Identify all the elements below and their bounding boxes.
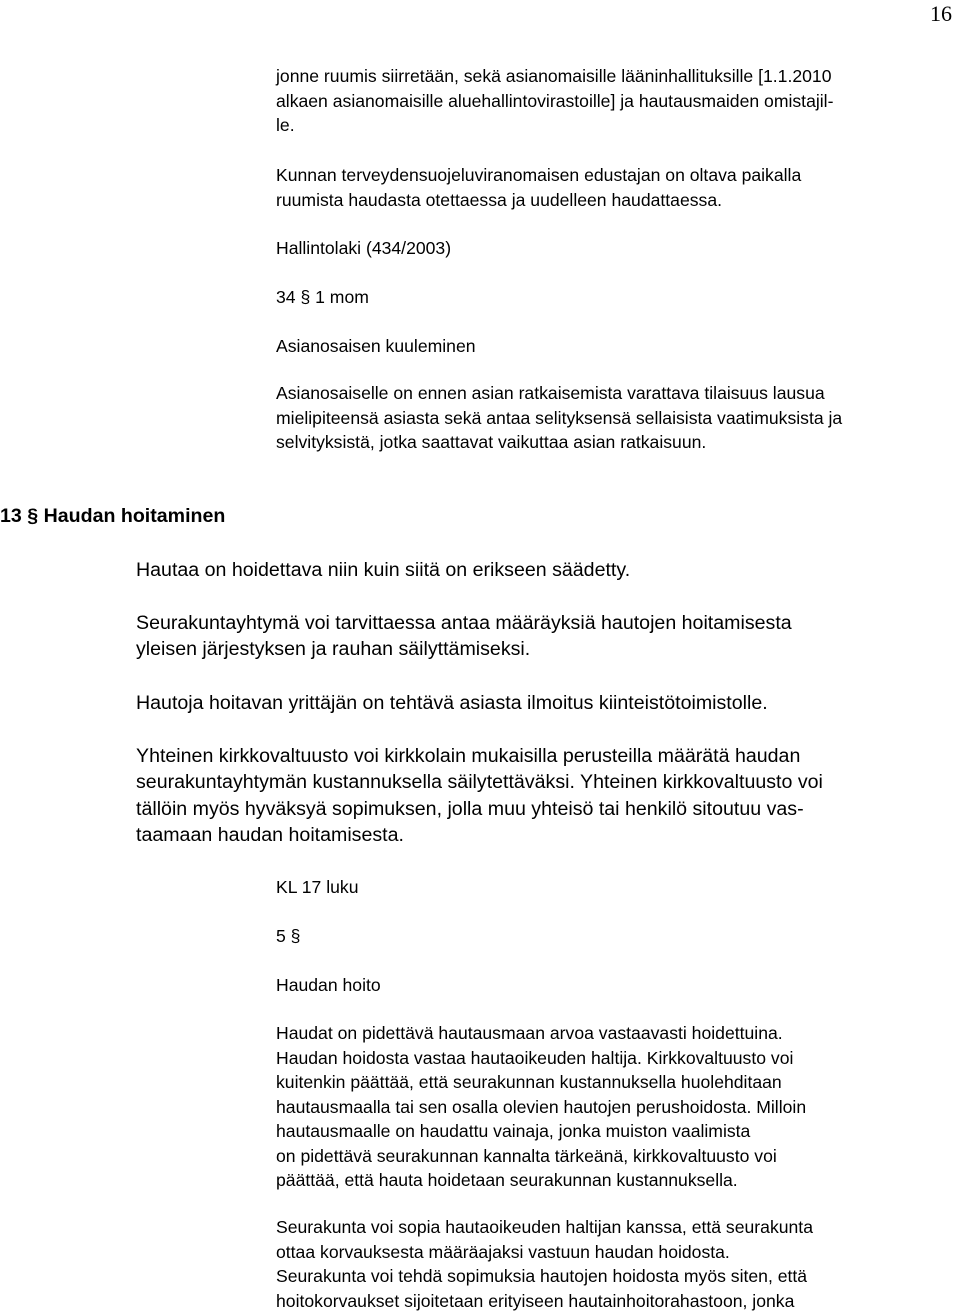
kl-paragraph-1: Haudat on pidettävä hautausmaan arvoa vastaavasti hoidettuina. Haudan hoidosta vastaa hautaoikeuden haltija. Kirkkovaltuusto voi kuitenkin päättää, että seurakunnan kustannuksella huolehditaan hautausmaalla tai sen osalla olevien hautojen perushoidosta. Milloin hautausmaalle on haudattu vainaja, jonka muiston vaalimista on pidettävä seurakunnan kannalta tärkeänä, kirkkovaltuusto voi päättää, että hauta hoidetaan seurakunnan kustannuksella. xyxy=(276,1023,807,1190)
paragraph-health-authority: Kunnan terveydensuojeluviranomaisen edustajan on oltava paikalla ruumista haudasta otettaessa ja uudelleen haudattaessa. xyxy=(276,165,802,210)
section-13-paragraph-2: Seurakuntayhtymä voi tarvittaessa antaa määräyksiä hautojen hoitamisesta yleisen järjestyksen ja rauhan säilyttämiseksi. xyxy=(136,612,792,661)
hallintolaki-section: 34 § 1 mom xyxy=(276,287,369,307)
section-13-heading: 13 § Haudan hoitaminen xyxy=(0,505,226,527)
section-13-paragraph-3: Hautoja hoitavan yrittäjän on tehtävä asiasta ilmoitus kiinteistötoimistolle. xyxy=(136,692,768,714)
hallintolaki-title: Hallintolaki (434/2003) xyxy=(276,238,452,258)
kl-title: KL 17 luku xyxy=(276,877,359,897)
paragraph-body-transfer: jonne ruumis siirretään, sekä asianomaisille lääninhallituksille [1.1.2010 alkaen asianomaisille aluehallintovirastoille] ja hautausmaiden omistajil- le. xyxy=(276,66,834,135)
hallintolaki-body: Asianosaiselle on ennen asian ratkaisemista varattava tilaisuus lausua mielipiteensä asiasta sekä antaa selityksensä sellaisista vaatimuksista ja selvityksistä, jotka saattavat vaikuttaa asian ratkaisuun. xyxy=(276,383,843,452)
section-13-paragraph-1: Hautaa on hoidettava niin kuin siitä on erikseen säädetty. xyxy=(136,559,631,581)
hallintolaki-subtitle: Asianosaisen kuuleminen xyxy=(276,336,476,356)
section-13-paragraph-4: Yhteinen kirkkovaltuusto voi kirkkolain mukaisilla perusteilla määrätä haudan seurakuntayhtymän kustannuksella säilytettäväksi. Yhteinen kirkkovaltuusto voi tällöin myös hyväksyä sopimuksen, jolla muu yhteisö tai henkilö sitoutuu vas- taamaan haudan hoitamisesta. xyxy=(136,745,823,847)
kl-paragraph-2: Seurakunta voi sopia hautaoikeuden haltijan kanssa, että seurakunta ottaa korvauksesta määräajaksi vastuun haudan hoidosta. Seurakunta voi tehdä sopimuksia hautojen hoidosta myös siten, että hoitokorvaukset sijoitetaan erityiseen hautainhoitorahastoon, jonka xyxy=(276,1217,813,1311)
page-number: 16 xyxy=(930,1,952,26)
kl-subtitle: Haudan hoito xyxy=(276,975,381,995)
kl-section: 5 § xyxy=(276,926,301,946)
